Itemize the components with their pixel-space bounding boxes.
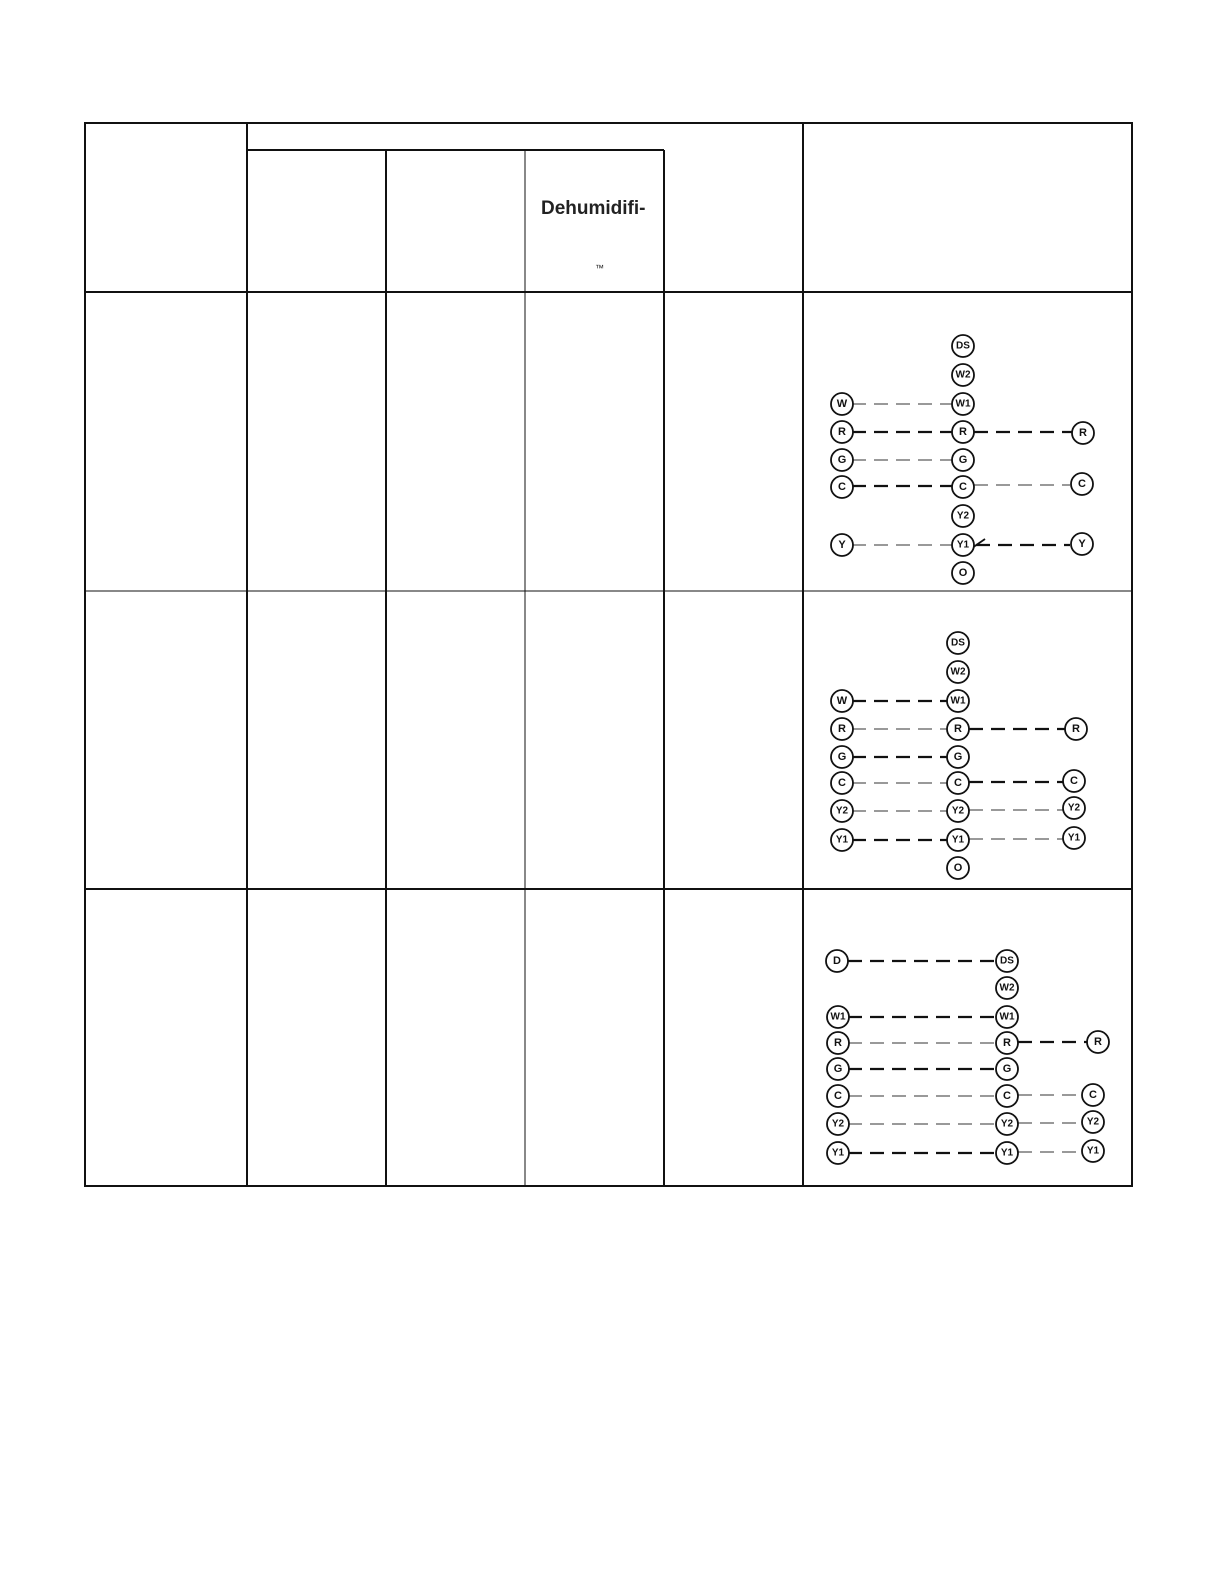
term-d1-t-w1 [952,393,974,415]
term-d1-t-y2 [952,505,974,527]
term-d2-l-g [831,746,853,768]
label-d3-r-r: R [1094,1036,1102,1048]
header-trademark-mark: ™ [595,263,604,273]
term-d3-r-y1 [1082,1140,1104,1162]
label-d2-r-y1: Y1 [1067,832,1081,844]
term-d3-l-y1 [827,1142,849,1164]
label-d3-t-w1: W1 [999,1011,1015,1023]
label-d2-t-o: O [953,862,963,874]
label-d3-l-d: D [833,955,841,967]
table-grid [85,123,1132,1186]
term-d3-t-g [996,1058,1018,1080]
label-d3-l-c: C [834,1090,842,1102]
label-d3-t-c: C [1003,1090,1011,1102]
label-d3-t-y2: Y2 [1000,1118,1014,1130]
term-d1-r-r [1072,422,1094,444]
term-d2-t-w2 [947,661,969,683]
label-d1-r-c: C [1078,478,1086,490]
term-d3-t-y2 [996,1113,1018,1135]
label-d2-r-c: C [1070,775,1078,787]
term-d3-r-c [1082,1084,1104,1106]
term-d1-t-o [952,562,974,584]
label-d2-r-r: R [1072,723,1080,735]
term-d2-r-y1 [1063,827,1085,849]
label-d3-r-y1: Y1 [1086,1145,1100,1157]
label-d2-t-c: C [954,777,962,789]
label-d1-t-c: C [959,481,967,493]
label-d3-l-y1: Y1 [831,1147,845,1159]
term-d2-r-y2 [1063,797,1085,819]
label-d3-t-w2: W2 [999,982,1015,994]
label-d1-t-ds: DS [956,340,970,352]
label-d3-t-y1: Y1 [1000,1147,1014,1159]
label-d1-l-c: C [838,481,846,493]
term-d1-l-w [831,393,853,415]
label-d2-t-r: R [954,723,962,735]
label-d3-l-y2: Y2 [831,1118,845,1130]
label-d3-l-g: G [833,1063,843,1075]
wiring-diagram-1 [831,335,1094,584]
label-d3-t-ds: DS [1000,955,1014,967]
term-d2-l-w [831,690,853,712]
term-d3-l-g [827,1058,849,1080]
term-d2-t-g [947,746,969,768]
term-d3-r-y2 [1082,1111,1104,1133]
term-d3-l-c [827,1085,849,1107]
term-d3-t-ds [996,950,1018,972]
label-d2-t-g: G [953,751,963,763]
label-d1-t-w2: W2 [955,369,971,381]
term-d1-t-c [952,476,974,498]
label-d2-t-w2: W2 [950,666,966,678]
term-d3-l-y2 [827,1113,849,1135]
label-d2-r-y2: Y2 [1067,802,1081,814]
term-d3-l-w1 [827,1006,849,1028]
label-d3-l-w1: W1 [830,1011,846,1023]
label-d2-l-g: G [837,751,847,763]
term-d2-l-y2 [831,800,853,822]
label-d1-t-r: R [959,426,967,438]
term-d1-r-c [1071,473,1093,495]
term-d2-t-w1 [947,690,969,712]
term-d2-l-r [831,718,853,740]
table-border [85,123,1132,1186]
label-d3-r-c: C [1089,1089,1097,1101]
term-d1-t-g [952,449,974,471]
term-d1-l-g [831,449,853,471]
label-d3-r-y2: Y2 [1086,1116,1100,1128]
term-d1-l-y [831,534,853,556]
label-d2-t-y1: Y1 [951,834,965,846]
label-d2-l-r: R [838,723,846,735]
label-d1-l-g: G [837,454,847,466]
term-d1-t-w2 [952,364,974,386]
term-d1-l-c [831,476,853,498]
term-d2-r-c [1063,770,1085,792]
label-d1-t-w1: W1 [955,398,971,410]
label-d2-t-ds: DS [951,637,965,649]
term-d2-t-ds [947,632,969,654]
term-d3-t-y1 [996,1142,1018,1164]
term-d2-l-c [831,772,853,794]
label-d1-t-g: G [958,454,968,466]
term-d1-t-y1 [952,534,974,556]
header-dehumidification-label: Dehumidifi- [541,198,646,219]
label-d1-l-w: W [836,398,848,410]
label-d1-l-y: Y [838,539,846,551]
label-d1-l-r: R [838,426,846,438]
term-d2-t-r [947,718,969,740]
label-d1-r-r: R [1079,427,1087,439]
term-d2-r-r [1065,718,1087,740]
term-d3-t-r [996,1032,1018,1054]
term-d2-t-y1 [947,829,969,851]
label-d3-t-r: R [1003,1037,1011,1049]
label-d1-t-o: O [958,567,968,579]
term-d3-t-w1 [996,1006,1018,1028]
label-d1-t-y2: Y2 [956,510,970,522]
label-d2-l-c: C [838,777,846,789]
term-d3-l-r [827,1032,849,1054]
term-d1-t-ds [952,335,974,357]
term-d1-l-r [831,421,853,443]
term-d2-t-y2 [947,800,969,822]
label-d2-t-w1: W1 [950,695,966,707]
term-d2-l-y1 [831,829,853,851]
term-d1-t-r [952,421,974,443]
label-d2-l-w: W [836,695,848,707]
label-d2-l-y1: Y1 [835,834,849,846]
label-d1-r-y: Y [1078,538,1086,550]
term-d1-r-y [1071,533,1093,555]
label-d3-l-r: R [834,1037,842,1049]
term-d2-t-c [947,772,969,794]
label-d2-t-y2: Y2 [951,805,965,817]
label-d1-t-y1: Y1 [956,539,970,551]
label-d3-t-g: G [1002,1063,1012,1075]
term-d2-t-o [947,857,969,879]
term-d3-t-c [996,1085,1018,1107]
term-d3-t-w2 [996,977,1018,999]
wiring-diagram-2 [831,632,1087,879]
wiring-diagram-3 [826,950,1109,1164]
term-d3-l-d [826,950,848,972]
label-d2-l-y2: Y2 [835,805,849,817]
diagram-3-wires [848,961,1088,1153]
term-d3-r-r [1087,1031,1109,1053]
